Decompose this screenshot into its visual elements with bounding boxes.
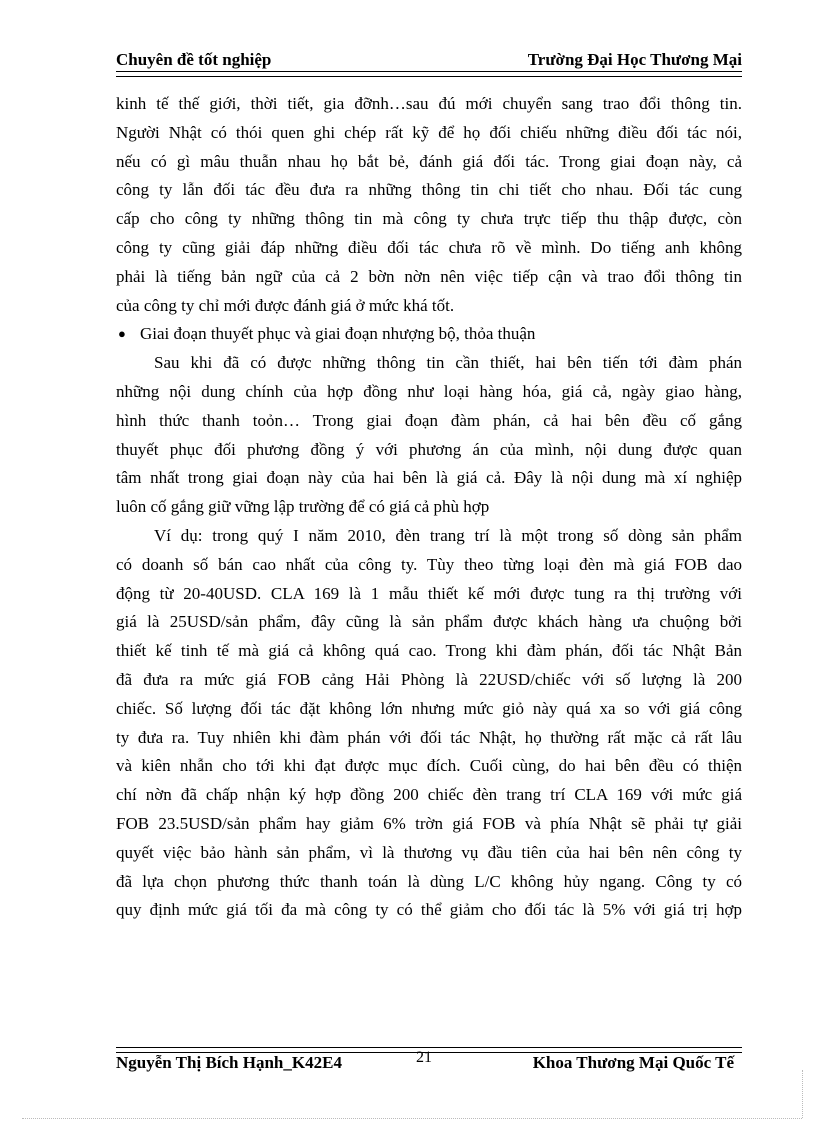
text-line: quyết việc bảo hành sản phẩm, vì là thương vụ đầu tiên của hai bên nên công ty xyxy=(116,842,742,862)
text-line: Ví dụ: trong quý I năm 2010, đèn trang trí là một trong số dòng sản phẩm xyxy=(154,525,742,545)
text-line: và kiên nhẫn cho tới khi đạt được mục đích. Cuối cùng, do hai bên đều có thiện xyxy=(116,756,742,776)
text-line: nếu có gì mâu thuẫn nhau họ bắt bẻ, đánh giá đối tác. Trong giai đoạn này, cả xyxy=(116,151,742,171)
text-line: chiếc. Số lượng đối tác đặt không lớn nhưng mức giỏ này quá xa so với giá công xyxy=(116,698,742,718)
body-text xyxy=(116,90,742,925)
text-line: quy định mức giá tối đa mà công ty có thể giảm cho đối tác là 5% với giá trị hợp xyxy=(116,900,742,920)
page-edge-guide-vertical xyxy=(802,1070,803,1118)
header-left-title: Chuyên đề tốt nghiệp xyxy=(116,50,272,69)
text-line: tâm nhất trong giai đoạn này của hai bên là giá cả. Đây là nội dung mà xí nghiệp xyxy=(116,468,742,488)
page-footer xyxy=(116,1049,742,1079)
text-line: Người Nhật có thói quen ghi chép rất kỹ để họ đối chiếu những điều đối tác nói, xyxy=(116,122,742,142)
text-line: công ty cũng giải đáp những điều đối tác chưa rõ về mình. Do tiếng anh không xyxy=(116,237,742,257)
text-line: cấp cho công ty những thông tin mà công ty chưa trực tiếp thu thập được, còn xyxy=(116,209,742,229)
text-line: thuyết phục đối phương đồng ý với phương án của mình, nội dung được quan xyxy=(116,439,742,459)
text-line: Sau khi đã có được những thông tin cần thiết, hai bên tiến tới đàm phán xyxy=(154,353,742,373)
text-line: ty đưa ra. Tuy nhiên khi đàm phán với đối tác Nhật, họ thường rất mặc cả rất lâu xyxy=(116,727,742,747)
footer-faculty: Khoa Thương Mại Quốc Tế xyxy=(532,1053,734,1072)
text-line: luôn cố gắng giữ vững lập trường để có giá cả phù hợp xyxy=(116,497,490,517)
text-line: giá là 25USD/sản phẩm, đây cũng là sản phẩm được khách hàng ưa chuộng bởi xyxy=(116,612,742,632)
text-line: chí nờn đã chấp nhận ký hợp đồng 200 chiếc đèn trang trí CLA 169 với mức giá xyxy=(116,785,742,805)
text-line: đã đưa ra mức giá FOB cảng Hải Phòng là 22USD/chiếc với số lượng là 200 xyxy=(116,669,742,689)
header-right-title: Trường Đại Học Thương Mại xyxy=(527,50,742,69)
text-line: phải là tiếng bản ngữ của cả 2 bờn nờn nên việc tiếp cận và trao đổi thông tin xyxy=(116,266,742,286)
page-number: 21 xyxy=(416,1049,432,1066)
text-line: thiết kế tinh tế mà giá cả không quá cao. Trong khi đàm phán, đối tác Nhật Bản xyxy=(116,641,742,661)
text-line: đã lựa chọn phương thức thanh toán là dùng L/C không hủy ngang. Công ty có xyxy=(116,871,742,891)
text-line: của công ty chỉ mới được đánh giá ở mức khá tốt. xyxy=(116,295,455,315)
bullet-item xyxy=(116,320,742,349)
text-line: có doanh số bán cao nhất của công ty. Tùy theo từng loại đèn mà giá FOB dao xyxy=(116,554,742,574)
text-line: những nội dung chính của hợp đồng như loại hàng hóa, giá cả, ngày giao hàng, xyxy=(116,381,742,401)
text-line: kinh tế thế giới, thời tiết, gia đỡnh…sau đú mới chuyển sang trao đổi thông tin. xyxy=(116,94,742,113)
bullet-text: Giai đoạn thuyết phục và giai đoạn nhượng bộ, thỏa thuận xyxy=(140,324,536,344)
text-line: hình thức thanh toỏn… Trong giai đoạn đàm phán, cả hai bên đều cố gắng xyxy=(116,410,742,430)
text-line: công ty lẫn đối tác đều đưa ra những thông tin chi tiết cho nhau. Đối tác cung xyxy=(116,180,742,200)
header-divider xyxy=(116,71,742,77)
bullet-dot-icon: ● xyxy=(118,326,126,342)
page-edge-guide xyxy=(22,1118,802,1119)
footer-author: Nguyễn Thị Bích Hạnh_K42E4 xyxy=(116,1053,342,1072)
text-line: động từ 20-40USD. CLA 169 là 1 mẫu thiết kế mới được tung ra thị trường với xyxy=(116,583,742,603)
text-line: FOB 23.5USD/sản phẩm hay giảm 6% trờn giá FOB và phía Nhật sẽ phải tự giải xyxy=(116,813,742,833)
